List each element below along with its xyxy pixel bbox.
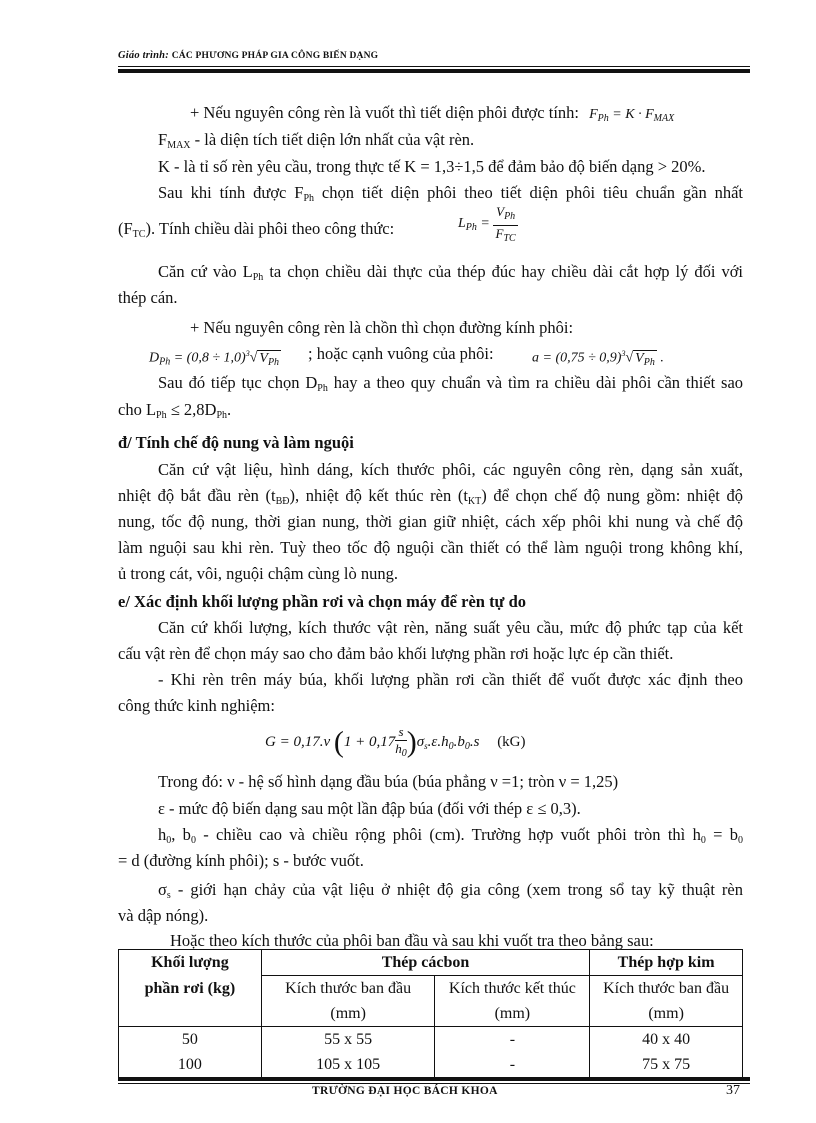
formula-a: $a = (0,75 \div 0,9)^3√$ $V_{Ph}$ .	[532, 349, 664, 368]
header-rule-thick	[118, 69, 750, 73]
footer-rule-thin	[118, 1083, 750, 1084]
cell-alloy: 40 x 40	[590, 1027, 743, 1053]
where-d: = d (đường kính phôi); s - bước vuốt.	[118, 851, 364, 870]
running-header	[118, 50, 378, 61]
line-chon: + Nếu nguyên công rèn là chồn thì chọn đường kính phôi:	[190, 318, 574, 337]
line-length-formula: $(F_{TC})$. Tính chiều dài phôi theo công thức:	[118, 219, 395, 240]
section-heading-heating: đ/ Tính chế độ nung và làm nguội	[118, 433, 354, 452]
line-then-choose: Sau đó tiếp tục chọn $D_{Ph}$ hay a theo quy chuẩn và tìm ra chiều dài phôi cần thiết sao	[158, 373, 744, 394]
header-title: CÁC PHƯƠNG PHÁP GIA CÔNG BIẾN DẠNG	[171, 51, 379, 61]
para-hammer-2: cấu vật rèn để chọn máy sao cho đảm bảo khối lượng phần rơi hoặc lực ép cần thiết.	[118, 644, 674, 663]
cell-mass: 50	[119, 1027, 262, 1053]
th-carbon: Thép cácbon	[261, 950, 589, 976]
hammer-mass-table	[118, 949, 743, 1078]
para-heating-3: nung, tốc độ nung, thời gian nung, thời gian giữ nhiệt, cách xếp phôi khi nung và chế độ	[118, 512, 743, 531]
para-heating-5: ủ trong cát, vôi, nguội chậm cùng lò nung.	[118, 564, 398, 583]
formula-lph: $L_{Ph}$ = $\frac{V_{Ph}}{F_{TC}}$	[458, 204, 518, 247]
table-intro: Hoặc theo kích thước của phôi ban đầu và sau khi vuốt tra theo bảng sau:	[170, 931, 654, 950]
th-start-1: Kích thước ban đầu	[261, 976, 435, 1002]
para-heating-2: nhiệt độ bắt đầu rèn $(t_{BĐ})$, nhiệt độ kết thúc rèn $(t_{KT})$ để chọn chế độ nung gồm: nhiệt độ	[118, 486, 743, 507]
line-based-on-lph: Căn cứ vào $L_{Ph}$ ta chọn chiều dài thực của thép đúc hay chiều dài cắt hợp lý đối với	[158, 262, 744, 283]
header-label: Giáo trình:	[118, 50, 169, 61]
cell-end: -	[435, 1052, 590, 1078]
th-mass-blank	[119, 1001, 262, 1027]
table-row	[119, 1027, 743, 1053]
line-vuot-text: + Nếu nguyên công rèn là vuốt thì tiết diện phôi được tính:	[190, 103, 579, 122]
th-alloy: Thép hợp kim	[590, 950, 743, 976]
where-sigma-cont: và dập nóng).	[118, 906, 209, 925]
line-vuot	[190, 103, 674, 129]
where-h0-b0: $h_0$, $b_0$ - chiều cao và chiều rộng phôi (cm). Trường hợp vuốt phôi tròn thì $h_0 = b_0$	[158, 825, 744, 846]
line-k: K - là tỉ số rèn yêu cầu, trong thực tế K = 1,3÷1,5 để đảm bảo độ biến dạng > 20%.	[158, 157, 706, 176]
formula-fph: $F_{Ph} = K \cdot F_{MAX}$	[589, 107, 675, 124]
table-row	[119, 1052, 743, 1078]
where-sigma: $\sigma_s$ - giới hạn chảy của vật liệu ở nhiệt độ gia công (xem trong sổ tay kỹ thuật rèn	[158, 880, 743, 901]
para-heating-1: Căn cứ vật liệu, hình dáng, kích thước phôi, các nguyên công rèn, dạng sản xuất,	[158, 460, 743, 479]
th-end-1: Kích thước kết thúc	[435, 976, 590, 1002]
cell-end: -	[435, 1027, 590, 1053]
th-end-2: (mm)	[435, 1001, 590, 1027]
line-fmax: $F_{MAX}$ - là diện tích tiết diện lớn nhất của vật rèn.	[158, 130, 475, 151]
formula-dph: $D_{Ph} = (0,8 \div 1,0)^3√$ $V_{Ph}$	[149, 349, 280, 368]
th-mass-1: Khối lượng	[119, 950, 262, 976]
where-epsilon: ε - mức độ biến dạng sau một lần đập búa (đối với thép ε ≤ 0,3).	[158, 799, 581, 818]
th-alloy-start-1: Kích thước ban đầu	[590, 976, 743, 1002]
cell-start: 105 x 105	[261, 1052, 435, 1078]
footer-rule-thick	[118, 1077, 750, 1081]
cell-alloy: 75 x 75	[590, 1052, 743, 1078]
th-mass-2: phần rơi (kg)	[119, 976, 262, 1002]
th-alloy-start-2: (mm)	[590, 1001, 743, 1027]
page-number: 37	[726, 1083, 740, 1098]
cell-mass: 100	[119, 1052, 262, 1078]
line-after-calc: Sau khi tính được $F_{Ph}$ chọn tiết diện phôi theo tiết diện phôi tiêu chuẩn gần nhất	[158, 183, 744, 204]
para-hammer-3: - Khi rèn trên máy búa, khối lượng phần rơi cần thiết để vuốt được xác định theo	[158, 670, 743, 689]
header-rule-thin	[118, 66, 750, 67]
where-nu: Trong đó: ν - hệ số hình dạng đầu búa (búa phẳng ν =1; tròn ν = 1,25)	[158, 772, 619, 791]
para-hammer-1: Căn cứ khối lượng, kích thước vật rèn, năng suất yêu cầu, mức độ phức tạp của kết	[158, 618, 743, 637]
th-start-2: (mm)	[261, 1001, 435, 1027]
formula-g: G = 0,17.ν (1 + 0,17 $\frac{s}{h_0}$ )$\sigma_s.\varepsilon.h_0.b_0.s$ (kG)	[265, 723, 526, 759]
para-hammer-4: công thức kinh nghiệm:	[118, 696, 275, 715]
para-heating-4: làm nguội sau khi rèn. Tuỳ theo tốc độ nguội cần thiết có thể làm nguội trong không khí,	[118, 538, 743, 557]
line-square-side: ; hoặc cạnh vuông của phôi:	[308, 344, 494, 363]
section-heading-hammer: e/ Xác định khối lượng phần rơi và chọn máy để rèn tự do	[118, 592, 527, 611]
footer-school: TRƯỜNG ĐẠI HỌC BÁCH KHOA	[312, 1085, 498, 1097]
line-condition: cho $L_{Ph} \le 2,8D_{Ph}$.	[118, 400, 232, 421]
cell-start: 55 x 55	[261, 1027, 435, 1053]
line-steel-rolled: thép cán.	[118, 288, 178, 307]
